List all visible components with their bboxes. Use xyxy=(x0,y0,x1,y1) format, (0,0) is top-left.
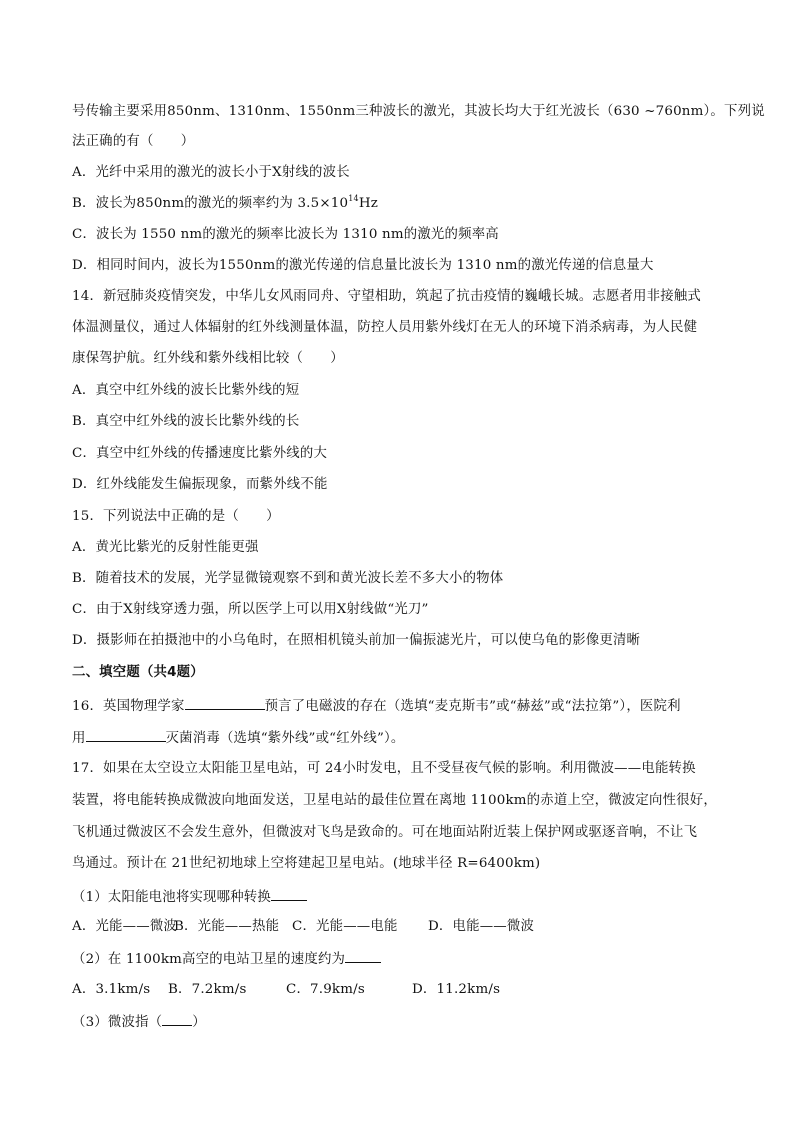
q13-option-b-text: B．波长为850nm的激光的频率约为 3.5×10 xyxy=(72,196,349,211)
q14-option-d: D．红外线能发生偏振现象，而紫外线不能 xyxy=(72,477,328,492)
q17-sub3-stem xyxy=(72,1011,724,1033)
q17-sub3-stem-after: ） xyxy=(192,1015,206,1030)
q17-sub2-option-c: C．7.9km/s xyxy=(286,982,365,997)
q17-stem-line-1: 17．如果在太空设立太阳能卫星电站，可 24小时发电，且不受昼夜气候的影响。利用微波——电能转换 xyxy=(72,761,696,776)
q14-option-c: C．真空中红外线的传播速度比紫外线的大 xyxy=(72,446,328,461)
q17-sub1-option-c: C．光能——电能 xyxy=(292,919,398,934)
q17-sub2-option-d: D．11.2km/s xyxy=(412,982,501,997)
q17-sub2-answer-blank[interactable] xyxy=(345,948,381,963)
q17-sub1-stem xyxy=(72,886,724,908)
q15-option-c: C．由于X射线穿透力强，所以医学上可以用X射线做“光刀” xyxy=(72,602,429,617)
q17-stem-line-2: 装置，将电能转换成微波向地面发送，卫星电站的最佳位置在离地 1100km的赤道上空，微波定向性很好， xyxy=(72,793,717,808)
q14-stem-line-3: 康保驾护航。红外线和紫外线相比较（ ） xyxy=(72,351,344,366)
q17-sub1-stem-text: （1）太阳能电池将实现哪种转换 xyxy=(72,890,271,905)
q15-option-b: B．随着技术的发展，光学显微镜观察不到和黄光波长差不多大小的物体 xyxy=(72,571,504,586)
q17-sub2-stem-text: （2）在 1100km高空的电站卫星的速度约为 xyxy=(72,952,346,967)
q17-sub3-stem-before: （3）微波指（ xyxy=(72,1015,163,1030)
q13-option-d: D．相同时间内，波长为1550nm的激光传递的信息量比波长为 1310 nm的激光传递的信息量大 xyxy=(72,258,654,273)
q15-option-d: D．摄影师在拍摄池中的小乌龟时，在照相机镜头前加一偏振滤光片，可以使乌龟的影像更清晰 xyxy=(72,633,641,648)
q13-option-b-exponent: 14 xyxy=(348,194,359,203)
q17-sub1-option-d: D．电能——微波 xyxy=(428,919,535,934)
q13-stem-line-2: 法正确的有（ ） xyxy=(72,134,195,149)
q13-stem-line-1: 号传输主要采用850nm、1310nm、1550nm三种波长的激光，其波长均大于红光波长（630 ~760nm）。下列说 xyxy=(72,104,765,119)
q14-option-b: B．真空中红外线的波长比紫外线的长 xyxy=(72,414,300,429)
q17-sub1-answer-blank[interactable] xyxy=(271,886,307,901)
section-title-fill-in: 二、填空题（共4题） xyxy=(72,665,204,680)
q17-sub3-answer-blank[interactable] xyxy=(162,1011,192,1026)
q17-sub2-stem xyxy=(72,948,724,970)
q15-stem: 15．下列说法中正确的是（ ） xyxy=(72,509,280,524)
q13-option-c: C．波长为 1550 nm的激光的频率比波长为 1310 nm的激光的频率高 xyxy=(72,227,499,242)
q17-sub2-option-b: B．7.2km/s xyxy=(168,982,247,997)
q17-stem-line-4: 鸟通过。预计在 21世纪初地球上空将建起卫星电站。(地球半径 R=6400km) xyxy=(72,856,541,871)
q17-sub2-options xyxy=(72,980,724,1000)
q15-option-a: A．黄光比紫光的反射性能更强 xyxy=(72,540,259,555)
q14-stem-line-1: 14．新冠肺炎疫情突发，中华儿女风雨同舟、守望相助，筑起了抗击疫情的巍峨长城。志愿者用非接触式 xyxy=(72,289,702,304)
q13-option-a: A．光纤中采用的激光的波长小于X射线的波长 xyxy=(72,165,350,180)
q16-line-1 xyxy=(72,695,724,717)
q17-sub1-option-a: A．光能——微波 xyxy=(72,919,178,934)
q14-stem-line-2: 体温测量仪，通过人体辐射的红外线测量体温，防控人员用紫外线灯在无人的环境下消杀病毒，为人民健 xyxy=(72,320,698,335)
q17-sub1-options xyxy=(72,917,724,937)
q16-line-2 xyxy=(72,727,724,749)
q13-option-b-unit: Hz xyxy=(358,196,378,211)
q16-line-2-before: 用 xyxy=(72,731,86,746)
q13-option-b xyxy=(72,194,724,214)
q17-sub1-option-b: B．光能——热能 xyxy=(174,919,280,934)
q16-answer-blank-1[interactable] xyxy=(185,695,265,710)
q16-answer-blank-2[interactable] xyxy=(86,727,166,742)
q17-sub2-option-a: A．3.1km/s xyxy=(72,982,151,997)
q17-stem-line-3: 飞机通过微波区不会发生意外，但微波对飞鸟是致命的。可在地面站附近装上保护网或驱逐音响，不让飞 xyxy=(72,825,698,840)
q16-line-2-after: 灭菌消毒（选填“紫外线”或“红外线”）。 xyxy=(165,731,405,746)
q14-option-a: A．真空中红外线的波长比紫外线的短 xyxy=(72,383,300,398)
q16-line-1-before: 16．英国物理学家 xyxy=(72,699,185,714)
q16-line-1-after: 预言了电磁波的存在（选填“麦克斯韦”或“赫兹”或“法拉第”），医院利 xyxy=(264,699,681,714)
